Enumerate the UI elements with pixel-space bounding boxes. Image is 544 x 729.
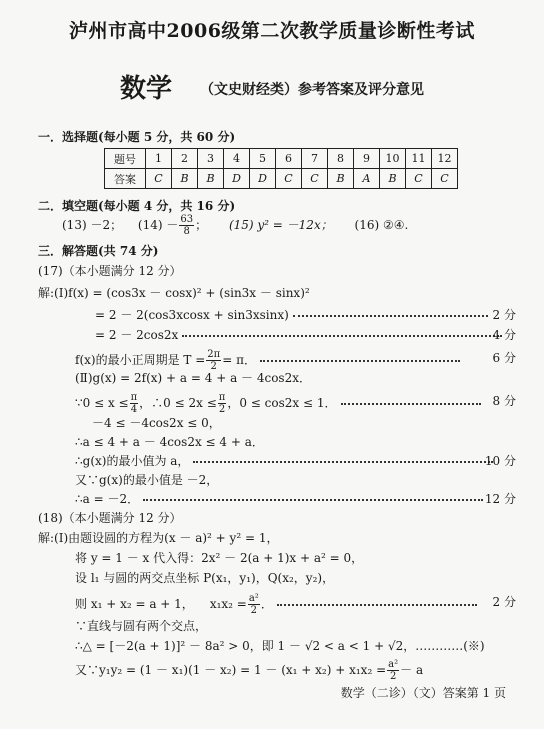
question-number: 5 — [250, 149, 276, 169]
subject-subtitle: （文史财经类）参考答案及评分意见 — [200, 82, 424, 98]
score-label: 2 分 — [492, 595, 516, 609]
fraction: $\frac{63}{8}$ — [180, 214, 194, 237]
question-number: 8 — [328, 149, 354, 169]
answer-13: (13) －2； — [62, 218, 123, 232]
question-number: 4 — [224, 149, 250, 169]
section-solution-heading: 三．解答题(共 74 分) — [38, 244, 159, 258]
answer-16: (16) ②④. — [354, 218, 409, 232]
answer-cell: B — [198, 169, 224, 189]
q17-heading: (17)（本小题满分 12 分） — [38, 264, 182, 278]
q18-line-1: 解:(Ⅰ)由题设圆的方程为(x － a)² + y² = 1， — [38, 531, 279, 545]
answer-14-suffix: ； — [195, 218, 208, 232]
q17-line-given: 又∵g(x)的最小值是 －2， — [75, 473, 219, 487]
score-label: 2 分 — [492, 308, 516, 322]
table-row-label: 题号 — [105, 149, 146, 169]
q18-line-3: 设 l₁ 与圆的两交点坐标 P(x₁，y₁)，Q(x₂，y₂)， — [75, 571, 335, 585]
answer-cell: C — [406, 169, 432, 189]
score-label: 6 分 — [492, 351, 516, 365]
q17-line-range: ∵0 ≤ x ≤ $\frac{\pi}{4}$ ，∴0 ≤ 2x ≤ $\frac{\pi}{2}$ ，0 ≤ cos2x ≤ 1． — [75, 392, 485, 415]
page-footer: 数学（二诊）（文）答案第 1 页 — [340, 686, 506, 700]
document-title: 泸州市高中2006级第二次教学质量诊断性考试 — [69, 20, 475, 42]
answer-cell: A — [354, 169, 380, 189]
q17-line-1: 解:(Ⅰ)f(x) = (cos3x － cosx)² + (sin3x － sinx)² — [38, 286, 310, 300]
answer-cell: C — [276, 169, 302, 189]
question-number: 10 — [380, 149, 406, 169]
answer-cell: B — [172, 169, 198, 189]
section-choice-heading: 一．选择题(每小题 5 分，共 60 分) — [38, 130, 236, 144]
q17-line-result: ∴a = －2． — [75, 490, 487, 507]
answer-cell: D — [224, 169, 250, 189]
question-number: 6 — [276, 149, 302, 169]
q17-line-min: ∴g(x)的最小值为 a， — [75, 452, 497, 469]
question-number: 1 — [146, 149, 172, 169]
question-number: 2 — [172, 149, 198, 169]
q18-heading: (18)（本小题满分 12 分） — [38, 511, 182, 525]
section-fill-heading: 二．填空题(每小题 4 分，共 16 分) — [38, 199, 236, 213]
question-number: 9 — [354, 149, 380, 169]
q18-line-4: ∵直线与圆有两个交点， — [75, 619, 208, 633]
answer-cell: B — [380, 169, 406, 189]
q17-line-g: (Ⅱ)g(x) = 2f(x) + a = 4 + a － 4cos2x． — [75, 371, 311, 385]
question-number: 12 — [432, 149, 458, 169]
q17-line-bound: －4 ≤ －4cos2x ≤ 0， — [92, 416, 221, 430]
answer-cell: C — [146, 169, 172, 189]
q18-line-5: ∴△ = [－2(a + 1)]² － 8a² > 0，即 1 － √2 < a < 1 + √2，…………(※) — [75, 639, 485, 653]
answer-cell: C — [432, 169, 458, 189]
q17-line-2: = 2 － 2(cos3xcosx + sin3xsinx) — [95, 306, 492, 323]
subject-heading: 数学 — [120, 74, 173, 104]
question-number: 7 — [302, 149, 328, 169]
q18-line-6: 又∵y₁y₂ = (1 － x₁)(1 － x₂) = 1 － (x₁ + x₂) + x₁x₂ = $\frac{\text{a²}}{2}$ － a — [75, 659, 424, 682]
answer-cell: C — [302, 169, 328, 189]
table-row — [105, 149, 458, 169]
q17-line-3: = 2 － 2cos2x — [95, 326, 506, 343]
score-label: 4 分 — [492, 328, 516, 342]
q18-line-2: 将 y = 1 － x 代入得：2x² － 2(a + 1)x + a² = 0， — [75, 551, 364, 565]
score-label: 8 分 — [492, 394, 516, 408]
question-number: 3 — [198, 149, 224, 169]
answer-cell: D — [250, 169, 276, 189]
answer-cell: B — [328, 169, 354, 189]
q17-line-ineq: ∴a ≤ 4 + a － 4cos2x ≤ 4 + a． — [75, 435, 264, 449]
score-label: 12 分 — [484, 492, 516, 506]
q18-line-vieta: 则 x₁ + x₂ = a + 1， x₁x₂ = $\frac{\text{a²}}{2}$ ． — [75, 593, 481, 616]
answer-table — [104, 148, 458, 189]
q17-line-period: f(x)的最小正周期是 T = $\frac{2\pi}{2}$ = π． — [75, 349, 464, 372]
answer-14-prefix: (14) － — [137, 218, 179, 232]
table-row — [105, 169, 458, 189]
score-label: 10 分 — [484, 454, 516, 468]
table-row-label: 答案 — [105, 169, 146, 189]
fill-answers-line — [62, 214, 408, 237]
answer-15: (15) y² = －12x； — [228, 218, 333, 232]
question-number: 11 — [406, 149, 432, 169]
